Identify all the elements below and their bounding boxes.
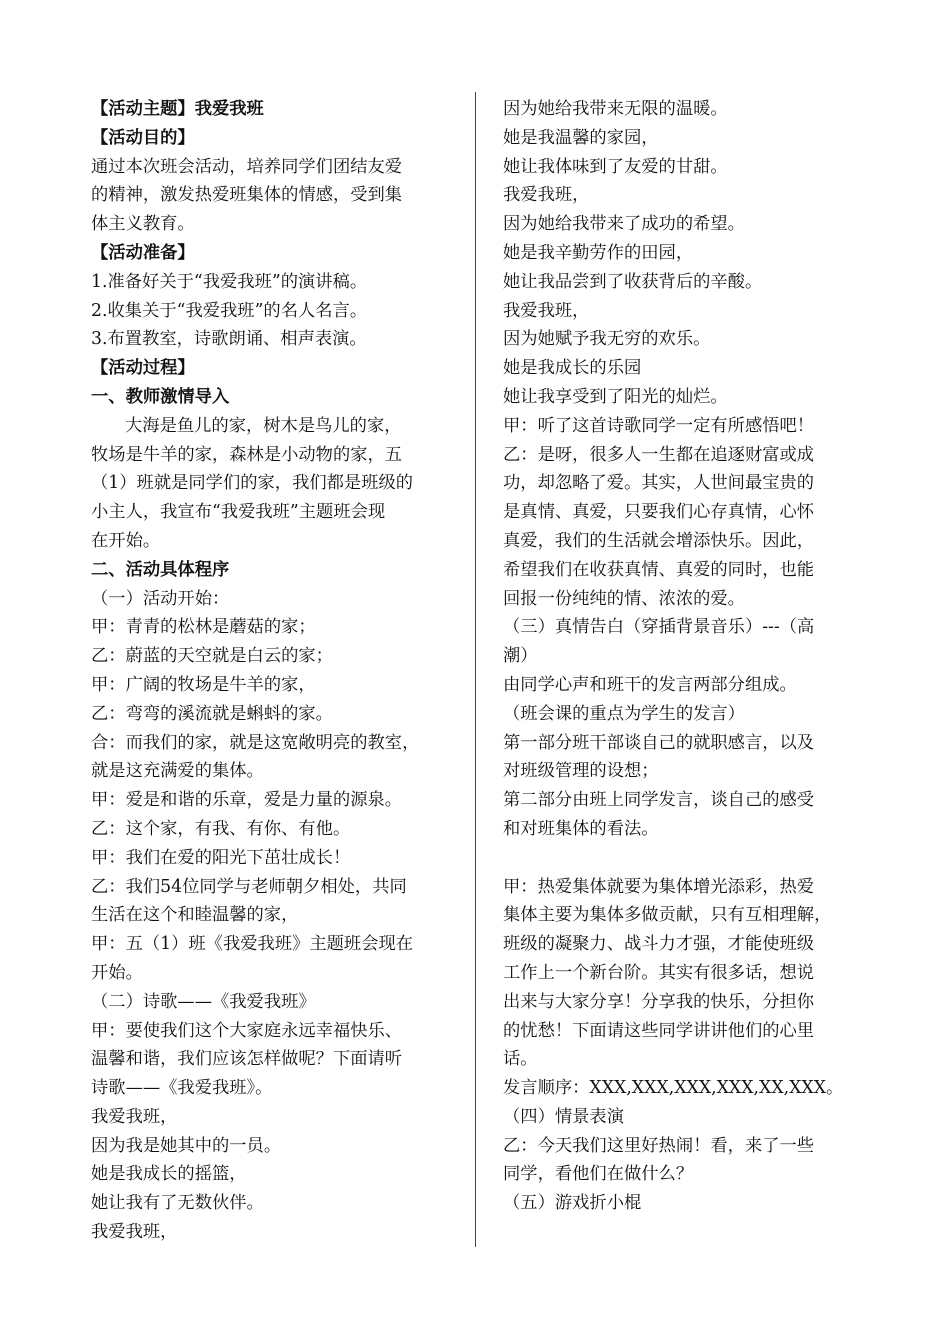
text-line: 因为我是她其中的一员。 — [91, 1135, 282, 1156]
text-line: （1）班就是同学们的家，我们都是班级的 — [91, 473, 414, 494]
text-line: 第二部分由班上同学发言，谈自己的感受 — [503, 790, 815, 811]
text-line: 温馨和谐，我们应该怎样做呢？下面请听 — [91, 1049, 403, 1070]
text-line: 甲：五（1）班《我爱我班》主题班会现在 — [91, 934, 414, 955]
section-heading: 【活动准备】 — [91, 242, 195, 263]
column-divider — [475, 92, 476, 1247]
text-line: 大海是鱼儿的家，树木是鸟儿的家， — [125, 415, 402, 436]
text-line: 我爱我班， — [91, 1106, 178, 1127]
text-line: （二）诗歌——《我爱我班》 — [91, 991, 316, 1012]
text-line: 甲：听了这首诗歌同学一定有所感悟吧！ — [503, 415, 815, 436]
text-line: 生活在这个和睦温馨的家， — [91, 905, 299, 926]
text-line: 因为她给我带来无限的温暖。 — [503, 99, 728, 119]
text-line: 乙：是呀，很多人一生都在追逐财富或成 — [503, 444, 815, 465]
text-line: 第一部分班干部谈自己的就职感言，以及 — [503, 732, 815, 753]
text-line: 她是我成长的摇篮， — [91, 1164, 247, 1185]
section-heading: 【活动目的】 — [91, 127, 195, 148]
text-line: 甲：青青的松林是蘑菇的家； — [91, 617, 316, 638]
text-line: 的精神，激发热爱班集体的情感，受到集 — [91, 185, 403, 206]
section-heading: 【活动主题】我爱我班 — [91, 99, 264, 119]
text-line: 小主人，我宣布“我爱我班”主题班会现 — [91, 502, 386, 523]
text-line: 甲：要使我们这个大家庭永远幸福快乐、 — [91, 1020, 403, 1041]
section-heading: 二、活动具体程序 — [91, 559, 230, 580]
text-line: 3.布置教室，诗歌朗诵、相声表演。 — [91, 329, 367, 350]
text-line: 话。 — [503, 1049, 538, 1070]
text-line: （一）活动开始： — [91, 588, 230, 609]
text-line: （五）游戏折小棍 — [503, 1193, 642, 1214]
text-line: 她让我体味到了友爱的甘甜。 — [503, 156, 728, 177]
right-column — [503, 95, 865, 1218]
text-line: 的忧愁！下面请这些同学讲讲他们的心里 — [503, 1020, 815, 1041]
text-line: 潮） — [503, 646, 538, 667]
text-line: 集体主要为集体多做贡献，只有互相理解， — [503, 905, 832, 926]
text-line: 因为她给我带来了成功的希望。 — [503, 214, 745, 235]
text-line: 她让我有了无数伙伴。 — [91, 1193, 264, 1214]
text-line: 我爱我班， — [503, 185, 590, 206]
text-line: 她让我品尝到了收获背后的辛酸。 — [503, 271, 763, 292]
text-line: 由同学心声和班干的发言两部分组成。 — [503, 674, 797, 695]
text-line: 发言顺序：XXX,XXX,XXX,XXX,XX,XXX。 — [503, 1078, 844, 1099]
text-line: 我爱我班， — [91, 1222, 178, 1243]
text-line: 真爱，我们的生活就会增添快乐。因此， — [503, 530, 815, 551]
text-line: 甲：热爱集体就要为集体增光添彩，热爱 — [503, 876, 815, 897]
text-line: 出来与大家分享！分享我的快乐，分担你 — [503, 991, 815, 1012]
text-line: 我爱我班， — [503, 300, 590, 321]
text-line: 开始。 — [91, 962, 143, 983]
text-line: 和对班集体的看法。 — [503, 818, 659, 839]
text-line: 甲：爱是和谐的乐章，爱是力量的源泉。 — [91, 790, 403, 811]
text-line: 1.准备好关于“我爱我班”的演讲稿。 — [91, 271, 368, 292]
text-line: 在开始。 — [91, 530, 161, 551]
text-line: （四）情景表演 — [503, 1106, 624, 1127]
text-line: 是真情、真爱，只要我们心存真情，心怀 — [503, 502, 815, 523]
section-heading: 【活动过程】 — [91, 358, 195, 379]
text-line: 回报一份纯纯的情、浓浓的爱。 — [503, 588, 745, 609]
text-line: 甲：广阔的牧场是牛羊的家， — [91, 674, 316, 695]
text-line: 功，却忽略了爱。其实，人世间最宝贵的 — [503, 473, 815, 494]
text-line: （班会课的重点为学生的发言） — [503, 703, 745, 724]
text-line: 她是我成长的乐园 — [503, 358, 642, 379]
text-line: 乙：这个家，有我、有你、有他。 — [91, 818, 351, 839]
left-column — [91, 95, 453, 1247]
text-line: 她是我温馨的家园， — [503, 127, 659, 148]
text-line: 通过本次班会活动，培养同学们团结友爱 — [91, 156, 403, 177]
text-line: 因为她赋予我无穷的欢乐。 — [503, 329, 711, 350]
text-line: 体主义教育。 — [91, 214, 195, 235]
text-line — [503, 844, 865, 873]
text-line: （三）真情告白（穿插背景音乐）---（高 — [503, 617, 815, 638]
text-line: 乙：弯弯的溪流就是蝌蚪的家。 — [91, 703, 333, 724]
text-line: 诗歌——《我爱我班》。 — [91, 1078, 273, 1099]
text-line: 甲：我们在爱的阳光下茁壮成长！ — [91, 847, 351, 868]
text-line: 同学，看他们在做什么？ — [503, 1164, 694, 1185]
section-heading: 一、教师激情导入 — [91, 386, 230, 407]
text-line: 2.收集关于“我爱我班”的名人名言。 — [91, 300, 368, 321]
text-line: 班级的凝聚力、战斗力才强，才能使班级 — [503, 934, 815, 955]
text-line: 乙：我们54位同学与老师朝夕相处，共同 — [91, 876, 407, 897]
text-line: 希望我们在收获真情、真爱的同时，也能 — [503, 559, 815, 580]
text-line: 对班级管理的设想； — [503, 761, 659, 782]
text-line: 就是这充满爱的集体。 — [91, 761, 264, 782]
text-line: 工作上一个新台阶。其实有很多话，想说 — [503, 962, 815, 983]
text-line: 乙：今天我们这里好热闹！看，来了一些 — [503, 1135, 815, 1156]
text-line: 她是我辛勤劳作的田园， — [503, 242, 694, 263]
text-line: 乙：蔚蓝的天空就是白云的家； — [91, 646, 333, 667]
text-line: 牧场是牛羊的家，森林是小动物的家，五 — [91, 444, 403, 465]
text-line: 合：而我们的家，就是这宽敞明亮的教室， — [91, 732, 420, 753]
text-line: 她让我享受到了阳光的灿烂。 — [503, 386, 728, 407]
